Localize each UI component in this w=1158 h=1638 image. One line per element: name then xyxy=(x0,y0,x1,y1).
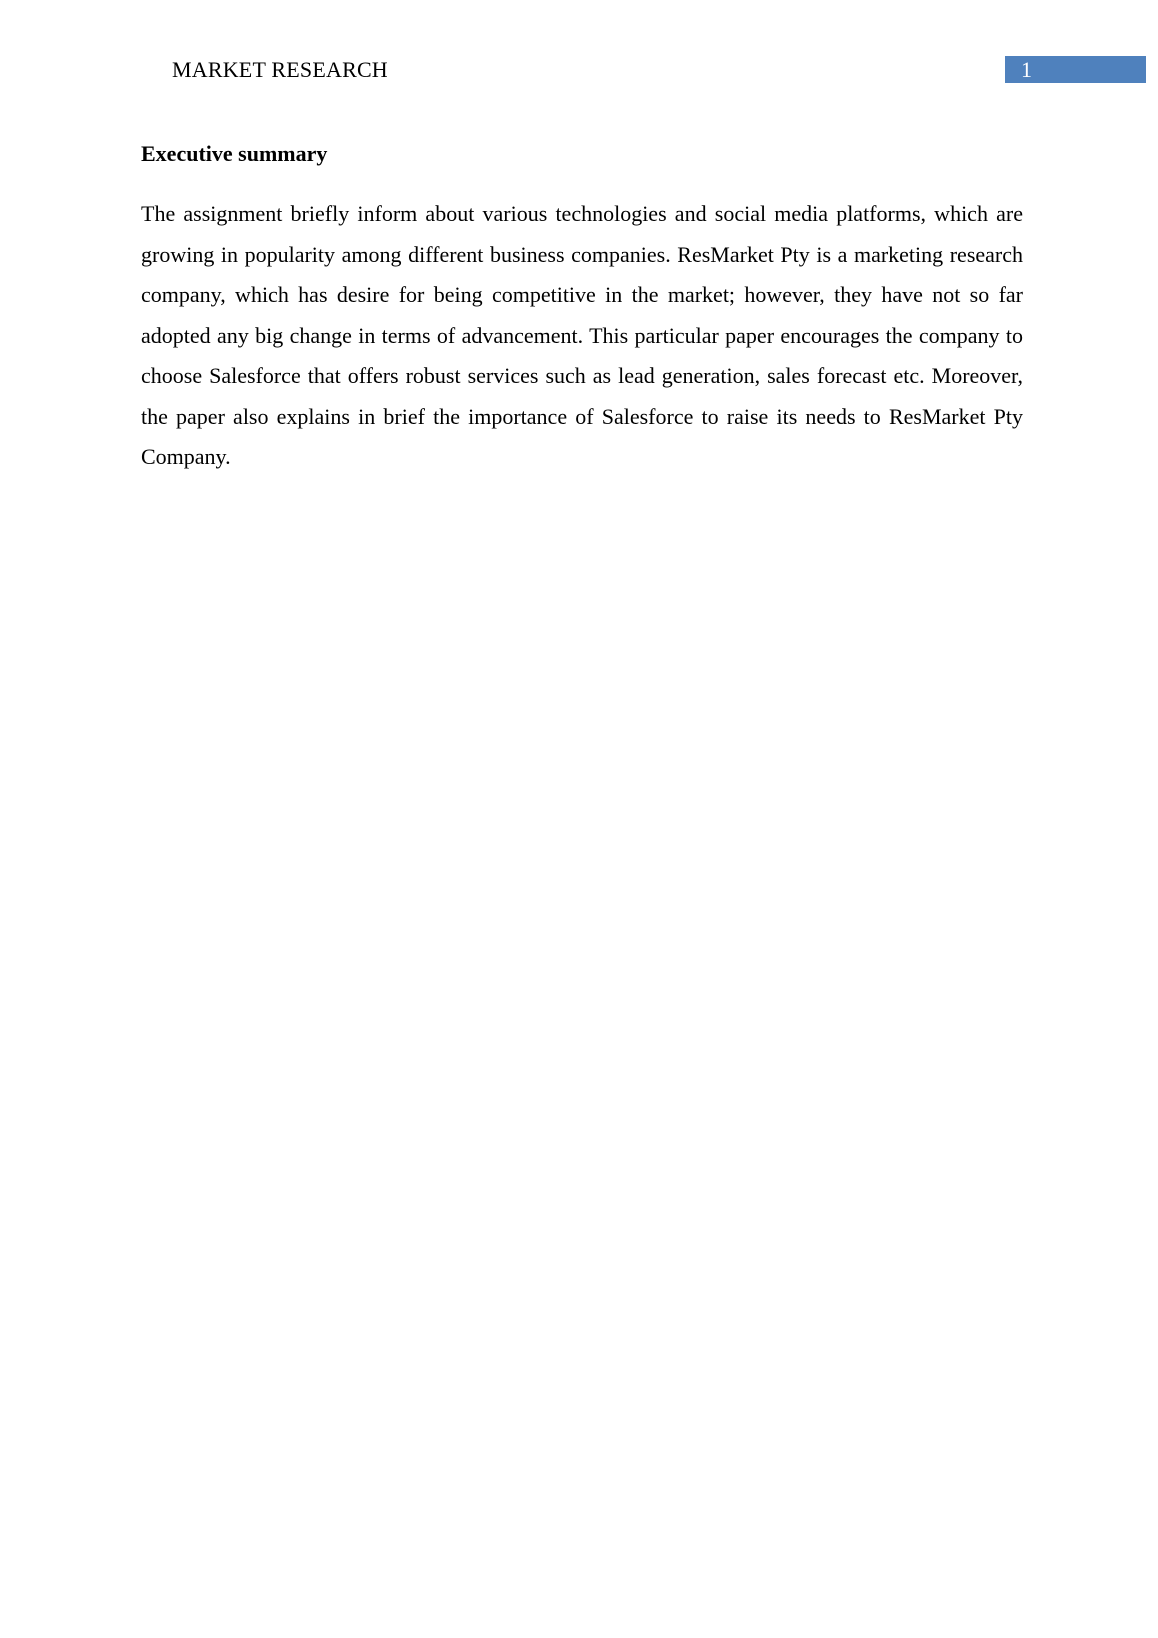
executive-summary-paragraph: The assignment briefly inform about various technologies and social media platforms, which are growing in popularity among different business companies. ResMarket Pty is a marketing research company, which has desire for being competitive in the market; however, they have not so far adopted any big change in terms of advancement. This particular paper encourages the company to choose Salesforce that offers robust services such as lead generation, sales forecast etc. Moreover, the paper also explains in brief the importance of Salesforce to raise its needs to ResMarket Pty Company. xyxy=(141,201,1023,469)
section-heading: Executive summary xyxy=(141,141,328,166)
page-number-badge xyxy=(1005,56,1146,83)
running-head: MARKET RESEARCH xyxy=(172,57,388,82)
page-number: 1 xyxy=(1021,57,1032,82)
